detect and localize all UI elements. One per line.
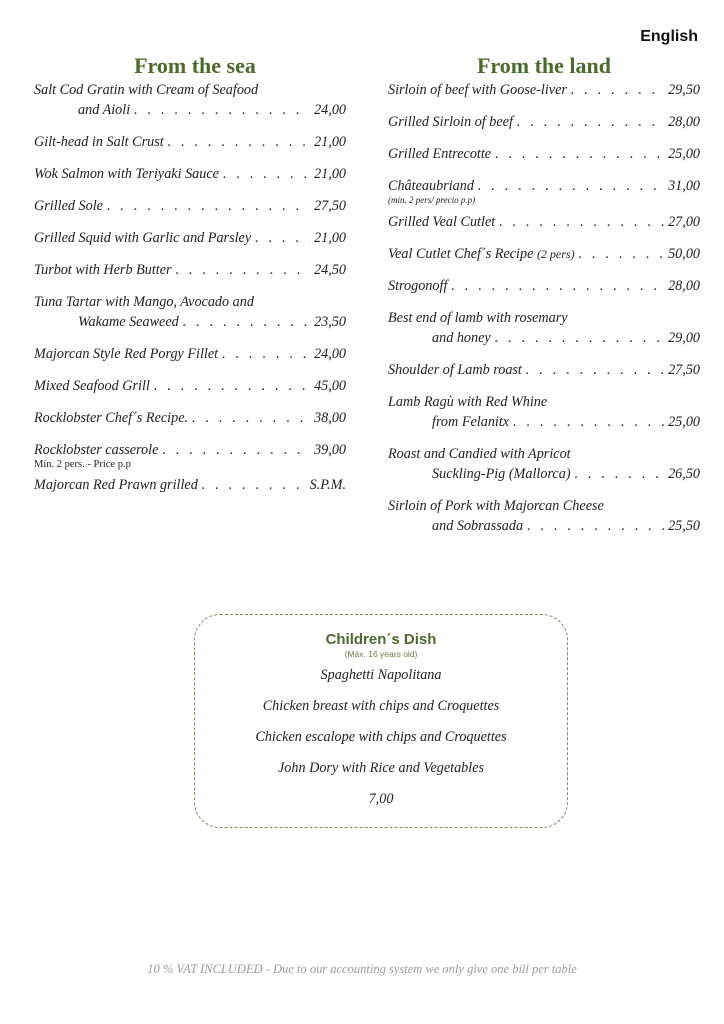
dish-name: Veal Cutlet Chef´s Recipe bbox=[388, 246, 534, 262]
dish-name: Shoulder of Lamb roast bbox=[388, 362, 522, 378]
dish-name: Wakame Seaweed bbox=[78, 314, 179, 330]
land-menu-item bbox=[388, 496, 700, 536]
sea-menu-item bbox=[34, 344, 346, 364]
dish-price: 23,50 bbox=[314, 314, 346, 330]
dish-name: Wok Salmon with Teriyaki Sauce bbox=[34, 166, 219, 182]
sea-menu-item bbox=[34, 132, 346, 152]
dish-name: from Felanitx bbox=[432, 414, 510, 430]
land-menu-item bbox=[388, 144, 700, 164]
dot-leader bbox=[162, 440, 310, 460]
sea-menu-item bbox=[34, 260, 346, 280]
sea-menu-list bbox=[34, 80, 346, 495]
sea-menu-item bbox=[34, 164, 346, 184]
sea-menu-item bbox=[34, 475, 346, 495]
dish-price: 25,00 bbox=[668, 414, 700, 430]
dish-name: Châteaubriand bbox=[388, 178, 474, 194]
land-section-title: From the land bbox=[476, 53, 612, 78]
language-label: English bbox=[640, 28, 698, 45]
dish-serving-note: (2 pers) bbox=[536, 247, 575, 261]
dish-note: Mín. 2 pers. - Price p.p bbox=[34, 459, 131, 470]
dot-leader bbox=[499, 212, 664, 232]
sea-menu-item bbox=[34, 408, 346, 428]
children-dish-price: 7,00 bbox=[368, 791, 394, 807]
dish-name: Sirloin of Pork with Majorcan Cheese bbox=[388, 498, 604, 514]
dot-leader bbox=[571, 80, 664, 100]
dot-leader bbox=[192, 408, 310, 428]
dot-leader bbox=[517, 112, 664, 132]
dish-price: 38,00 bbox=[314, 410, 346, 426]
land-menu-item bbox=[388, 212, 700, 232]
dish-name: Majorcan Style Red Porgy Fillet bbox=[34, 346, 219, 362]
dot-leader bbox=[134, 100, 310, 120]
dish-name: Turbot with Herb Butter bbox=[34, 262, 172, 278]
land-menu-list bbox=[388, 80, 700, 536]
dish-name: Grilled Entrecotte bbox=[388, 146, 492, 162]
land-menu-item bbox=[388, 176, 700, 206]
dot-leader bbox=[451, 276, 664, 296]
dish-name: Roast and Candied with Apricot bbox=[388, 446, 571, 462]
dish-name: Grilled Sole bbox=[34, 198, 103, 214]
dish-name: Suckling-Pig (Mallorca) bbox=[432, 466, 571, 482]
dish-name: Sirloin of beef with Goose-liver bbox=[388, 82, 567, 98]
land-menu-item bbox=[388, 308, 700, 348]
dish-name: Mixed Seafood Grill bbox=[34, 378, 150, 394]
dish-name: Grilled Veal Cutlet bbox=[388, 214, 496, 230]
dish-price: 39,00 bbox=[314, 442, 346, 458]
dish-name: and Aioli bbox=[78, 102, 131, 118]
dot-leader bbox=[526, 360, 664, 380]
dish-price: 21,00 bbox=[314, 166, 346, 182]
dish-price: 28,00 bbox=[668, 114, 700, 130]
dish-price: 27,50 bbox=[314, 198, 346, 214]
children-dish-item: Spaghetti Napolitana bbox=[320, 667, 442, 683]
dot-leader bbox=[495, 328, 664, 348]
dish-price: 31,00 bbox=[668, 178, 700, 194]
dish-name: Salt Cod Gratin with Cream of Seafood bbox=[34, 82, 259, 98]
children-dish-item: Chicken breast with chips and Croquettes bbox=[262, 698, 500, 714]
sea-menu-item bbox=[34, 292, 346, 332]
sea-menu-item bbox=[34, 80, 346, 120]
dot-leader bbox=[107, 196, 310, 216]
sea-section bbox=[34, 54, 346, 507]
land-section bbox=[388, 54, 700, 548]
dot-leader bbox=[513, 412, 664, 432]
dish-price: 27,00 bbox=[668, 214, 700, 230]
dish-price: S.P.M. bbox=[309, 477, 346, 493]
dot-leader bbox=[575, 464, 665, 484]
children-dish-title: Children´s Dish bbox=[325, 631, 437, 648]
children-dish-box bbox=[194, 614, 568, 828]
dish-name: Gilt-head in Salt Crust bbox=[34, 134, 164, 150]
dot-leader bbox=[202, 475, 306, 495]
vat-footer-note: 10 % VAT INCLUDED - Due to our accounting system we only give one bill per table bbox=[147, 962, 577, 976]
land-menu-item bbox=[388, 360, 700, 380]
dish-price: 29,00 bbox=[668, 330, 700, 346]
dish-note: (mín. 2 pers/ precio p.p) bbox=[388, 195, 476, 205]
dish-price: 27,50 bbox=[668, 362, 700, 378]
dot-leader bbox=[154, 376, 310, 396]
dish-name: Majorcan Red Prawn grilled bbox=[34, 477, 198, 493]
land-menu-item bbox=[388, 112, 700, 132]
land-menu-item bbox=[388, 244, 700, 264]
dot-leader bbox=[183, 312, 310, 332]
dot-leader bbox=[176, 260, 311, 280]
dish-price: 25,00 bbox=[668, 146, 700, 162]
sea-section-title: From the sea bbox=[134, 53, 256, 78]
dish-price: 28,00 bbox=[668, 278, 700, 294]
dish-price: 26,50 bbox=[668, 466, 700, 482]
dot-leader bbox=[168, 132, 310, 152]
dish-name: Grilled Squid with Garlic and Parsley bbox=[34, 230, 252, 246]
sea-menu-item bbox=[34, 440, 346, 471]
children-dish-list bbox=[195, 665, 567, 809]
dish-name: Grilled Sirloin of beef bbox=[388, 114, 513, 130]
dot-leader bbox=[255, 228, 310, 248]
dot-leader bbox=[222, 344, 310, 364]
dish-name: Strogonoff bbox=[388, 278, 448, 294]
land-menu-item bbox=[388, 276, 700, 296]
dish-price: 45,00 bbox=[314, 378, 346, 394]
dish-name: Tuna Tartar with Mango, Avocado and bbox=[34, 294, 254, 310]
dish-name: Rocklobster Chef´s Recipe. bbox=[34, 410, 189, 426]
dish-price: 50,00 bbox=[668, 246, 700, 262]
dish-name: Lamb Ragù with Red Whine bbox=[388, 394, 548, 410]
dot-leader bbox=[223, 164, 310, 184]
dish-price: 24,00 bbox=[314, 102, 346, 118]
sea-menu-item bbox=[34, 228, 346, 248]
dish-price: 21,00 bbox=[314, 230, 346, 246]
dish-price: 21,00 bbox=[314, 134, 346, 150]
land-menu-item bbox=[388, 444, 700, 484]
dish-name: Best end of lamb with rosemary bbox=[388, 310, 568, 326]
sea-menu-item bbox=[34, 196, 346, 216]
dish-price: 29,50 bbox=[668, 82, 700, 98]
children-dish-subtitle: (Máx. 16 years old) bbox=[344, 649, 418, 659]
dot-leader bbox=[478, 176, 664, 196]
dish-price: 25,50 bbox=[668, 518, 700, 534]
land-menu-item bbox=[388, 392, 700, 432]
dish-price: 24,00 bbox=[314, 346, 346, 362]
dot-leader bbox=[579, 244, 664, 264]
land-menu-item bbox=[388, 80, 700, 100]
children-dish-item: John Dory with Rice and Vegetables bbox=[277, 760, 485, 776]
dot-leader bbox=[527, 516, 664, 536]
dish-name: and Sobrassada bbox=[432, 518, 524, 534]
sea-menu-item bbox=[34, 376, 346, 396]
children-dish-item: Chicken escalope with chips and Croquettes bbox=[255, 729, 507, 745]
dish-name: and honey bbox=[432, 330, 491, 346]
dish-price: 24,50 bbox=[314, 262, 346, 278]
dish-name: Rocklobster casserole bbox=[34, 442, 159, 458]
dot-leader bbox=[495, 144, 664, 164]
